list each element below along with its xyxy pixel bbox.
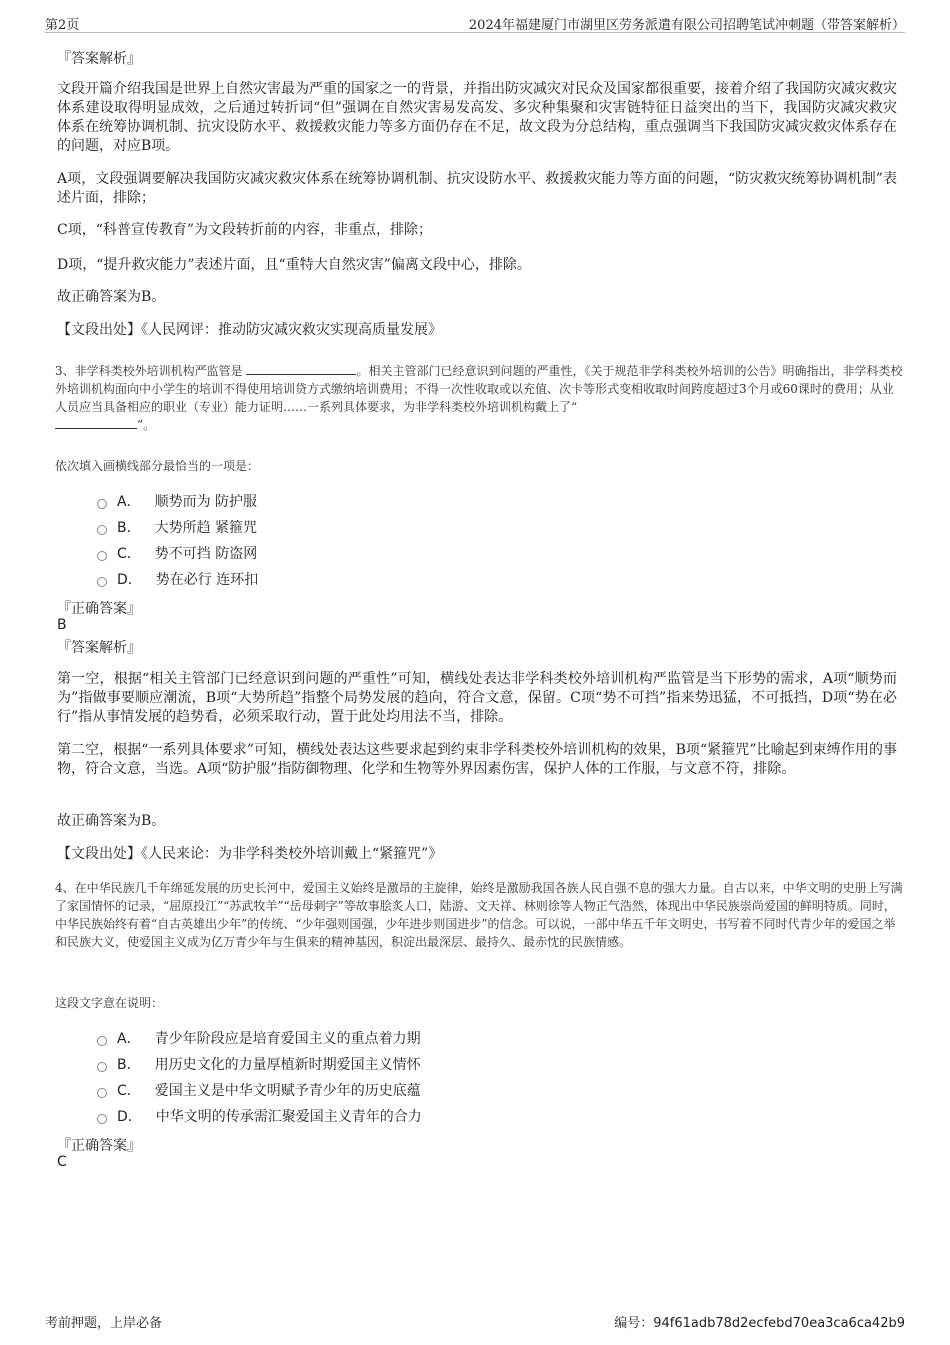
option-letter: C． xyxy=(117,1083,141,1099)
page-header xyxy=(45,12,905,33)
q3-source: 【文段出处】《人民来论：为非学科类校外培训戴上“紧箍咒”》 xyxy=(57,846,443,862)
option-text: 势在必行 连环扣 xyxy=(155,572,259,588)
radio-button-icon[interactable] xyxy=(97,1036,107,1046)
q3-option-d[interactable] xyxy=(97,569,258,593)
q3-analysis-para-2: 第二空，根据“一系列具体要求”可知，横线处表达这些要求起到约束非学科类校外培训机构的效果，B项“紧箍咒”比喻起到束缚作用的事物，符合文意，当选。A项“防护服”指防御物理、化学和生物等外界因素伤害，保护人体的工作服，与文意不符，排除。 xyxy=(57,742,897,777)
q2-analysis-para-2: A项，文段强调要解决我国防灾减灾救灾体系在统筹协调机制、抗灾设防水平、救援救灾能力等方面的问题，“防灾救灾统筹协调机制”表述片面，排除； xyxy=(57,171,897,206)
q3-option-c[interactable] xyxy=(97,543,257,567)
radio-button-icon[interactable] xyxy=(97,577,107,587)
option-letter: D． xyxy=(117,572,142,588)
q4-option-b[interactable] xyxy=(97,1054,421,1078)
q3-blank-1 xyxy=(246,362,356,375)
option-text: 顺势而为 防护服 xyxy=(154,494,258,510)
option-text: 势不可挡 防盗网 xyxy=(154,546,258,562)
q2-source: 【文段出处】《人民网评：推动防灾减灾救灾实现高质量发展》 xyxy=(57,322,442,338)
q4-stem: 4、在中华民族几千年绵延发展的历史长河中，爱国主义始终是激昂的主旋律，始终是激励我国各族人民自强不息的强大力量。自古以来，中华文明的史册上写满了家国情怀的记录，“屈原投江”“苏武牧羊”“岳母刺字”等故事脍炙人口，陆游、文天祥、林则徐等人物正气浩然，体现出中华民族崇尚爱国的鲜明特质。同时，中华民族始终有着“自古英雄出少年”的传统、“少年强则国强，少年进步则国进步”的信念。可以说，一部中华五千年文明史，书写着不同时代青少年的爱国之举和民族大义，使爱国主义成为亿万青少年与生俱来的精神基因，积淀出最深层、最持久、最赤忱的民族情感。 xyxy=(55,881,903,949)
q3-option-b[interactable] xyxy=(97,517,257,541)
option-text: 中华文明的传承需汇聚爱国主义青年的合力 xyxy=(155,1109,422,1125)
option-letter: A． xyxy=(117,1031,141,1047)
radio-button-icon[interactable] xyxy=(97,1114,107,1124)
radio-button-icon[interactable] xyxy=(97,1062,107,1072)
code-value: 94f61adb78d2ecfebd70ea3ca6ca42b9 xyxy=(653,1316,905,1331)
document-title: 2024年福建厦门市湖里区劳务派遣有限公司招聘笔试冲刺题（带答案解析） xyxy=(468,18,905,33)
code-label: 编号： xyxy=(614,1316,654,1331)
option-letter: C． xyxy=(117,546,141,562)
q3-correct-answer: B xyxy=(57,617,67,633)
option-text: 用历史文化的力量厚植新时期爱国主义情怀 xyxy=(154,1057,421,1073)
radio-button-icon[interactable] xyxy=(97,1088,107,1098)
q3-analysis-label: 『答案解析』 xyxy=(57,640,141,656)
q2-analysis-label: 『答案解析』 xyxy=(57,51,141,67)
option-letter: B． xyxy=(117,520,141,536)
q3-stem-start: 3、非学科类校外培训机构严监管是 xyxy=(55,364,243,378)
footer-slogan: 考前押题，上岸必备 xyxy=(45,1316,163,1331)
q2-conclusion: 故正确答案为B。 xyxy=(57,289,166,305)
option-letter: A． xyxy=(117,494,141,510)
q3-correct-label: 『正确答案』 xyxy=(57,601,141,617)
option-letter: B． xyxy=(117,1057,141,1073)
option-text: 大势所趋 紧箍咒 xyxy=(154,520,258,536)
q4-prompt: 这段文字意在说明： xyxy=(55,996,164,1010)
q4-option-c[interactable] xyxy=(97,1080,421,1104)
document-code xyxy=(614,1312,905,1331)
q2-analysis-para-4: D项，“提升救灾能力”表述片面，且“重特大自然灾害”偏离文段中心，排除。 xyxy=(57,257,531,273)
q4-option-d[interactable] xyxy=(97,1106,422,1130)
q3-blank-2 xyxy=(55,416,137,429)
radio-button-icon[interactable] xyxy=(97,499,107,509)
q3-stem-end: ”。 xyxy=(137,418,156,432)
radio-button-icon[interactable] xyxy=(97,551,107,561)
q4-correct-answer: C xyxy=(57,1154,67,1170)
q3-conclusion: 故正确答案为B。 xyxy=(57,813,166,829)
q2-analysis-para-1: 文段开篇介绍我国是世界上自然灾害最为严重的国家之一的背景，并指出防灾减灾对民众及国家都很重要，接着介绍了我国防灾减灾救灾体系建设取得明显成效，之后通过转折词“但”强调在自然灾害易发高发、多灾种集聚和灾害链特征日益突出的当下，我国防灾减灾救灾体系在统筹协调机制、抗灾设防水平、救援救灾能力等多方面仍存在不足，故文段为分总结构，重点强调当下我国防灾减灾救灾体系存在的问题，对应B项。 xyxy=(57,81,897,154)
q3-analysis-para-1: 第一空，根据“相关主管部门已经意识到问题的严重性”可知，横线处表达非学科类校外培训机构严监管是当下形势的需求，A项“顺势而为”指做事要顺应潮流，B项“大势所趋”指整个局势发展的趋向，符合文意，保留。C项“势不可挡”指来势迅猛，不可抵挡，D项“势在必行”指从事情发展的趋势看，必须采取行动，置于此处均用法不当，排除。 xyxy=(57,671,897,725)
q3-stem-middle: 。相关主管部门已经意识到问题的严重性，《关于规范非学科类校外培训的公告》明确指出，非学科类校外培训机构面向中小学生的培训不得使用培训贷方式缴纳培训费用；不得一次性收取或以充值、次卡等形式变相收取时间跨度超过3个月或60课时的费用；从业人员应当具备相应的职业（专业）能力证明……一系列具体要求，为非学科类校外培训机构戴上了“ xyxy=(55,364,903,414)
option-letter: D． xyxy=(117,1109,142,1125)
q4-option-a[interactable] xyxy=(97,1028,421,1052)
radio-button-icon[interactable] xyxy=(97,525,107,535)
q3-prompt: 依次填入画横线部分最恰当的一项是： xyxy=(55,459,260,473)
option-text: 爱国主义是中华文明赋予青少年的历史底蕴 xyxy=(154,1083,421,1099)
q4-correct-label: 『正确答案』 xyxy=(57,1138,141,1154)
option-text: 青少年阶段应是培育爱国主义的重点着力期 xyxy=(154,1031,421,1047)
q3-stem xyxy=(55,362,905,434)
q2-analysis-para-3: C项，“科普宣传教育”为文段转折前的内容，非重点，排除； xyxy=(57,222,433,238)
q3-option-a[interactable] xyxy=(97,491,257,515)
page-number: 第2页 xyxy=(45,18,80,33)
